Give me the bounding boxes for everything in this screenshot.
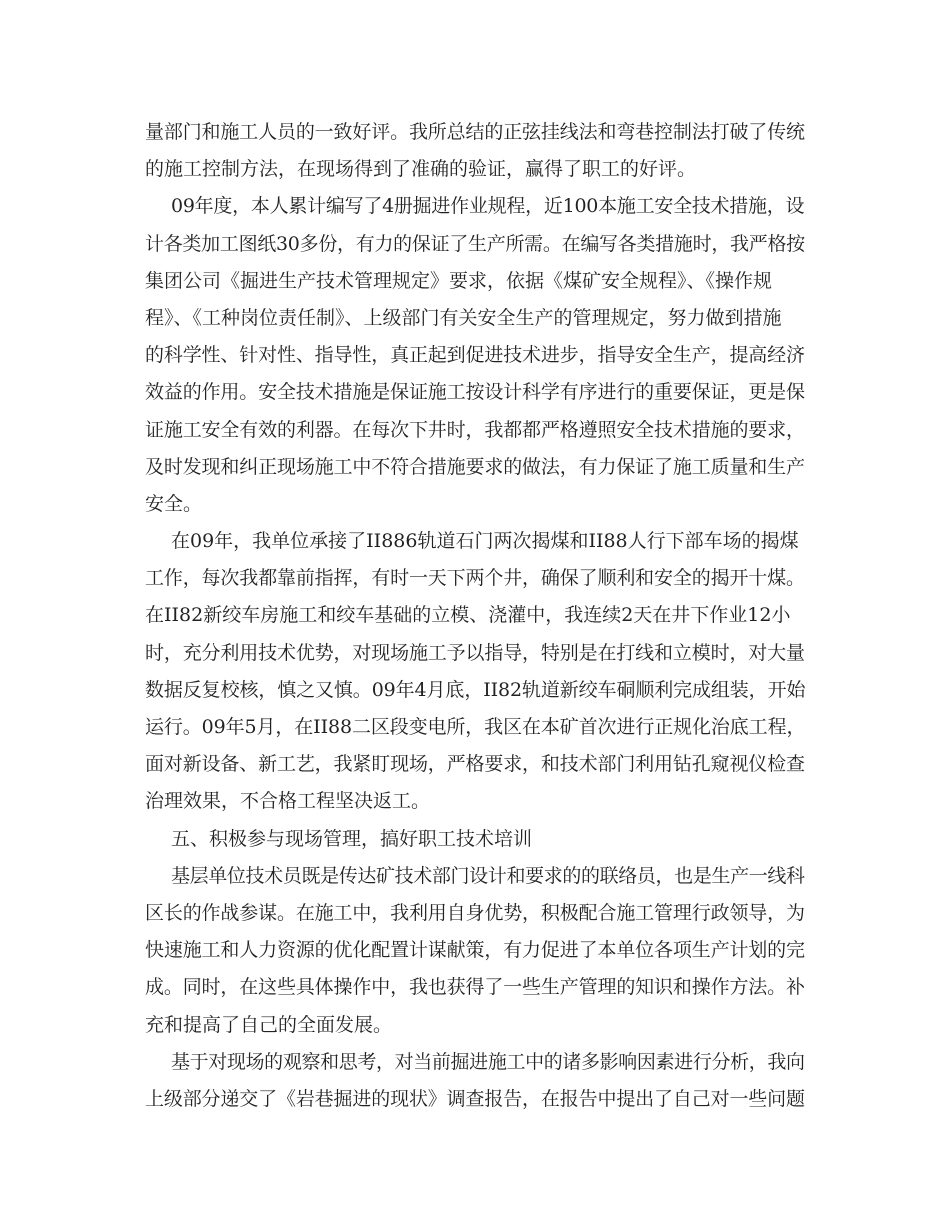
text-line: 五、积极参与现场管理，搞好职工技术培训 — [171, 827, 533, 850]
text-line: 量部门和施工人员的一致好评。我所总结的正弦挂线法和弯巷控制法打破了传统 — [145, 121, 805, 143]
text-line: 基于对现场的观察和思考，对当前掘进施工中的诸多影响因素进行分析，我向 — [171, 1050, 805, 1073]
text-line: 运行。09年5月，在II88二区段变电所，我区在本矿首次进行正规化治底工程， — [145, 716, 806, 738]
text-line: 成。同时，在这些具体操作中，我也获得了一些生产管理的知识和操作方法。补 — [145, 976, 805, 999]
text-line: 集团公司《掘进生产技术管理规定》要求，依据《煤矿安全规程》、《操作规 — [145, 269, 773, 292]
text-line: 的科学性、针对性、指导性，真正起到促进技术进步，指导安全生产，提高经济 — [145, 344, 805, 367]
text-line: 工作，每次我都靠前指挥，有时一天下两个井，确保了顺利和安全的揭开十煤。 — [145, 567, 805, 590]
text-line: 时，充分利用技术优势，对现场施工予以指导，特别是在打线和立模时，对大量 — [145, 641, 805, 664]
text-line: 面对新设备、新工艺，我紧盯现场，严格要求，和技术部门利用钻孔窥视仪检查 — [145, 753, 805, 776]
text-line: 计各类加工图纸30多份，有力的保证了生产所需。在编写各类措施时，我严格按 — [145, 232, 805, 255]
text-line: 程》、《工种岗位责任制》、上级部门有关安全生产的管理规定，努力做到措施 — [145, 306, 782, 329]
text-line: 充和提高了自己的全面发展。 — [145, 1013, 393, 1036]
text-line: 及时发现和纠正现场施工中不符合措施要求的做法，有力保证了施工质量和生产 — [145, 455, 805, 478]
text-line: 基层单位技术员既是传达矿技术部门设计和要求的的联络员，也是生产一线科 — [171, 864, 805, 887]
text-line: 证施工安全有效的利器。在每次下井时，我都都严格遵照安全技术措施的要求， — [145, 418, 805, 441]
body-text — [145, 114, 805, 1118]
text-line: 的施工控制方法，在现场得到了准确的验证，赢得了职工的好评。 — [145, 158, 697, 181]
text-line: 在II82新绞车房施工和绞车基础的立模、浇灌中，我连续2天在井下作业12小 — [145, 604, 791, 627]
text-line: 09年度，本人累计编写了4册掘进作业规程，近100本施工安全技术措施，设 — [171, 195, 805, 218]
text-line: 数据反复校核，慎之又慎。09年4月底，II82轨道新绞车硐顺利完成组装，开始 — [145, 678, 806, 701]
text-line: 效益的作用。安全技术措施是保证施工按设计科学有序进行的重要保证，更是保 — [145, 381, 805, 404]
text-line: 安全。 — [145, 492, 203, 515]
text-line: 区长的作战参谋。在施工中，我利用自身优势，积极配合施工管理行政领导，为 — [145, 901, 805, 924]
text-line: 在09年，我单位承接了II886轨道石门两次揭煤和II88人行下部车场的揭煤 — [171, 530, 799, 553]
text-line: 治理效果，不合格工程坚决返工。 — [145, 790, 431, 813]
text-line: 快速施工和人力资源的优化配置计谋献策，有力促进了本单位各项生产计划的完 — [145, 939, 805, 962]
text-line: 上级部分递交了《岩巷掘进的现状》调查报告，在报告中提出了自己对一些问题 — [145, 1087, 805, 1110]
